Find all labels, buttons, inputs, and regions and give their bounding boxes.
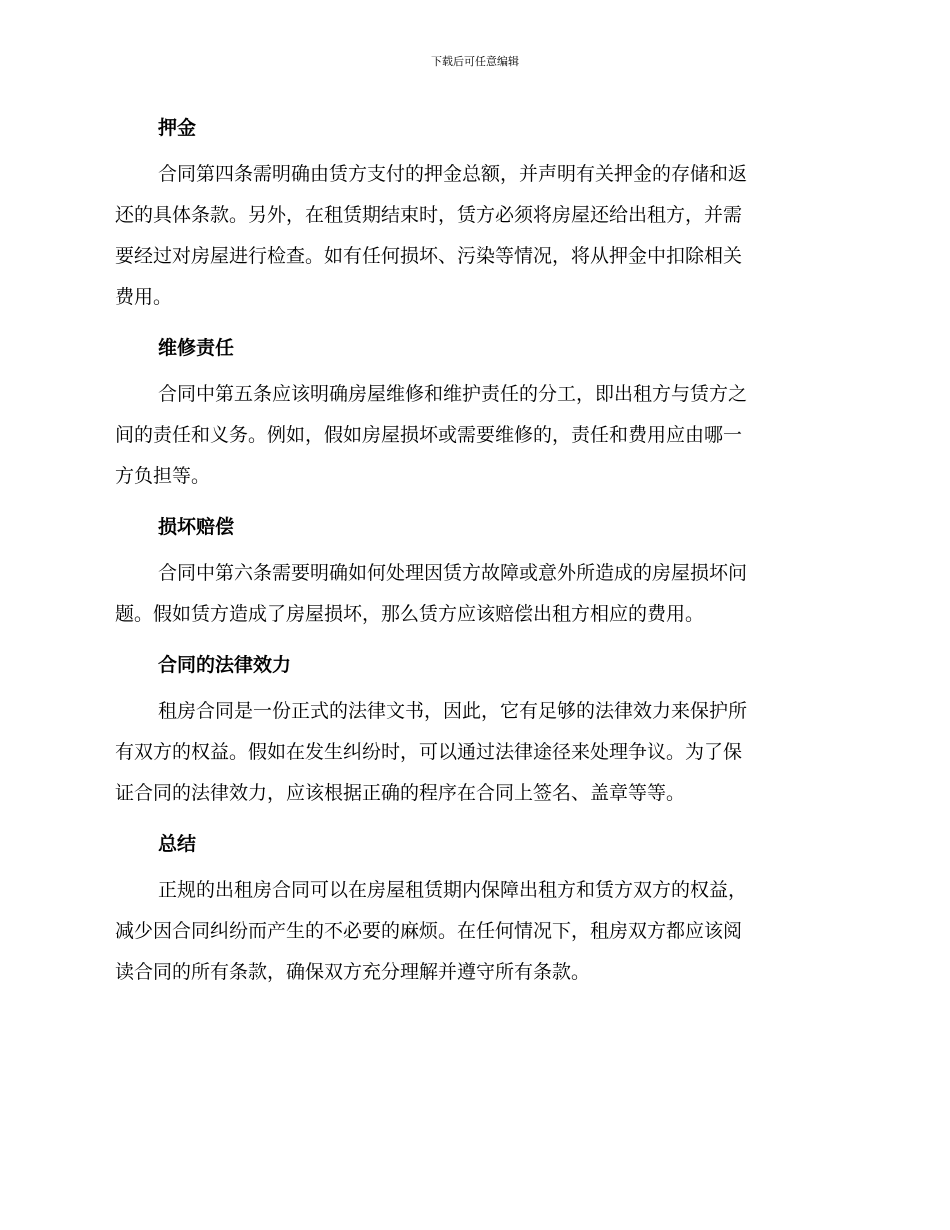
section-paragraph (115, 154, 835, 318)
section-summary (115, 826, 835, 993)
paragraph-line: 读合同的所有条款，确保双方充分理解并遵守所有条款。 (115, 961, 591, 983)
section-heading: 维修责任 (158, 337, 235, 359)
section-paragraph (115, 870, 835, 993)
section-paragraph (115, 553, 835, 635)
paragraph-line: 证合同的法律效力，应该根据正确的程序在合同上签名、盖章等等。 (115, 782, 686, 804)
paragraph-line: 正规的出租房合同可以在房屋租赁期内保障出租方和赁方双方的权益， (158, 879, 748, 901)
page-header: 下载后可任意编辑 (431, 55, 519, 68)
paragraph-line: 还的具体条款。另外，在租赁期结束时，赁方必须将房屋还给出租方，并需 (115, 204, 743, 226)
paragraph-line: 合同中第五条应该明确房屋维修和维护责任的分工，即出租方与赁方之 (158, 383, 748, 405)
section-damage-compensation (115, 509, 835, 647)
paragraph-line: 费用。 (115, 286, 173, 308)
section-deposit (115, 110, 835, 330)
paragraph-line: 间的责任和义务。例如，假如房屋损坏或需要维修的，责任和费用应由哪一 (115, 424, 743, 446)
section-heading: 合同的法律效力 (158, 654, 292, 676)
paragraph-line: 合同第四条需明确由赁方支付的押金总额，并声明有关押金的存储和返 (158, 163, 748, 185)
section-heading: 押金 (158, 117, 197, 139)
section-maintenance (115, 330, 835, 509)
section-legal-validity (115, 647, 835, 826)
section-paragraph (115, 691, 835, 814)
section-heading: 总结 (158, 833, 197, 855)
paragraph-line: 方负担等。 (115, 465, 211, 487)
section-paragraph (115, 374, 835, 497)
paragraph-line: 要经过对房屋进行检查。如有任何损坏、污染等情况，将从押金中扣除相关 (115, 245, 743, 267)
document-body (115, 110, 835, 993)
paragraph-line: 题。假如赁方造成了房屋损坏，那么赁方应该赔偿出租方相应的费用。 (115, 603, 705, 625)
paragraph-line: 有双方的权益。假如在发生纠纷时，可以通过法律途径来处理争议。为了保 (115, 741, 743, 763)
paragraph-line: 减少因合同纠纷而产生的不必要的麻烦。在任何情况下，租房双方都应该阅 (115, 920, 743, 942)
section-heading: 损坏赔偿 (158, 516, 235, 538)
paragraph-line: 合同中第六条需要明确如何处理因赁方故障或意外所造成的房屋损坏问 (158, 562, 748, 584)
paragraph-line: 租房合同是一份正式的法律文书，因此，它有足够的法律效力来保护所 (158, 700, 748, 722)
